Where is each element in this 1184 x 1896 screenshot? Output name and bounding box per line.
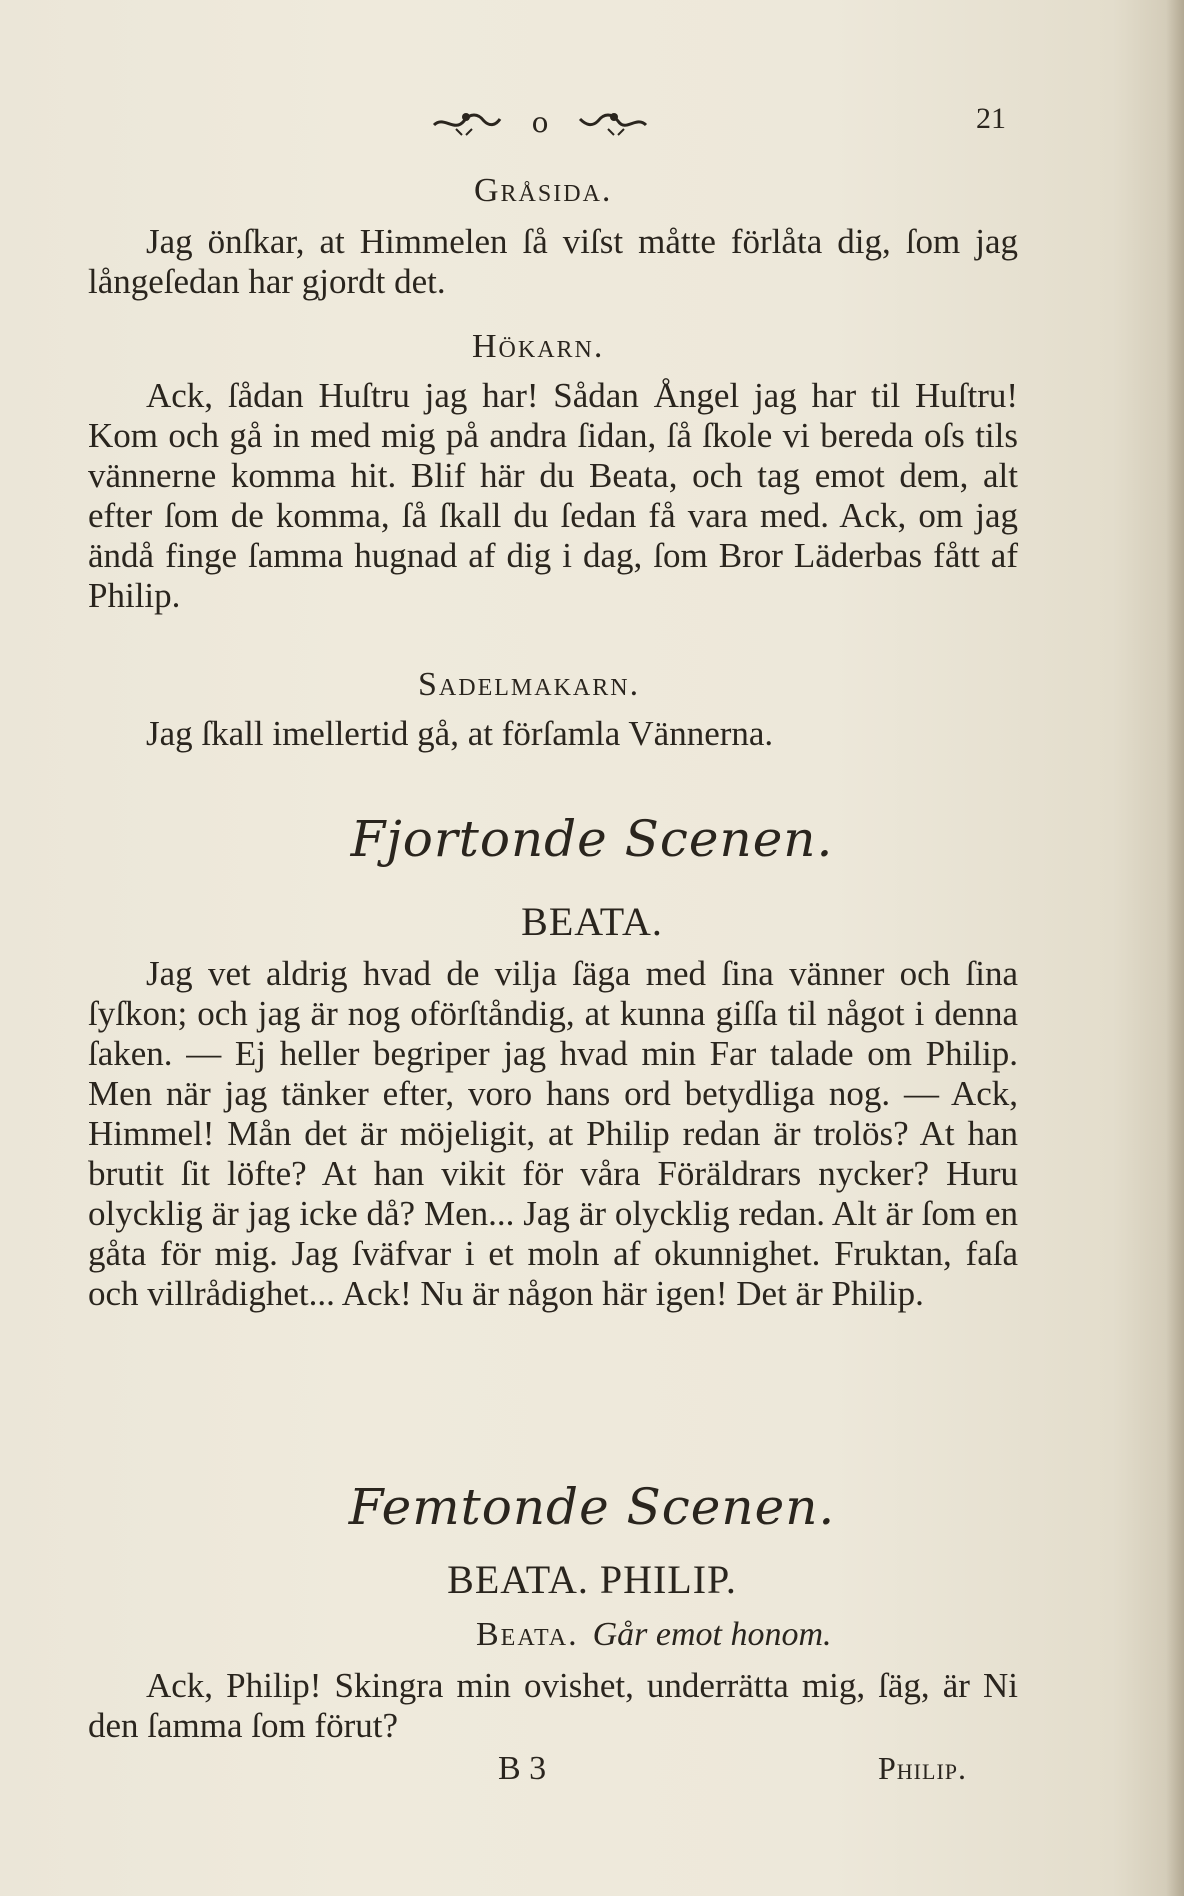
speech-beata <box>88 1666 1018 1746</box>
speech-grasida <box>88 222 1018 302</box>
speaker-hokarn: Hökarn. <box>472 328 605 365</box>
speech-hokarn <box>88 376 1018 616</box>
speaker-beata <box>476 1616 832 1654</box>
scene-fifteen-title: Femtonde Scenen. <box>348 1478 836 1536</box>
scene-fourteen-cast: BEATA. <box>521 899 663 944</box>
header-ornament <box>410 100 670 144</box>
speech-text: Ack, Philip! Skingra min ovishet, underrätta mig, ſäg, är Ni den ſamma ſom förut? <box>88 1666 1018 1745</box>
page-edge-shadow <box>1166 0 1184 1896</box>
stage-direction: Går emot honom. <box>592 1616 832 1653</box>
speaker-sadelmakarn: Sadelmakarn. <box>418 666 641 703</box>
scene-fourteen-title: Fjortonde Scenen. <box>350 810 834 868</box>
speech-text: Jag önſkar, at Himmelen ſå viſst måtte förlåta dig, ſom jag långeſedan har gjordt det. <box>88 222 1018 301</box>
page-number: 21 <box>976 102 1006 135</box>
catchword: Philip. <box>878 1750 968 1786</box>
speaker-name: Beata. <box>476 1616 579 1653</box>
speaker-grasida: Gråsida. <box>474 172 613 209</box>
scene-fifteen-cast: BEATA. PHILIP. <box>447 1557 737 1602</box>
speech-text: Jag ſkall imellertid gå, at förſamla Vännerna. <box>146 714 774 753</box>
ornament-center: o <box>531 105 549 139</box>
signature-mark: B 3 <box>498 1750 547 1787</box>
right-fleuron-icon <box>578 107 648 137</box>
speech-sadelmakarn <box>88 714 1018 754</box>
left-fleuron-icon <box>432 107 502 137</box>
speech-text: Jag vet aldrig hvad de vilja ſäga med ſina vänner och ſina ſyſkon; och jag är nog oförſtåndig, at kunna giſſa til något i denna ſaken. — Ej heller begriper jag hvad min Far talade om Philip. Men när jag tänker efter, voro hans ord betydliga nog. — Ack, Himmel! Mån det är möjeligit, at Philip redan är trolös? At han brutit ſit löfte? At han vikit för våra Föräldrars nycker? Huru olycklig är jag icke då? Men... Jag är olycklig redan. Alt är ſom en gåta för mig. Jag ſväfvar i et moln af okunnighet. Fruktan, faſa och villrådighet... Ack! Nu är någon här igen! Det är Philip. <box>88 954 1018 1313</box>
monologue-beata <box>88 954 1018 1314</box>
speech-text: Ack, ſådan Huſtru jag har! Sådan Ångel jag har til Huſtru! Kom och gå in med mig på andra ſidan, ſå ſkole vi bereda oſs tils vännerne komma hit. Blif här du Beata, och tag emot dem, alt efter ſom de komma, ſå ſkall du ſedan få vara med. Ack, om jag ändå finge ſamma hugnad af dig i dag, ſom Bror Läderbas fått af Philip. <box>88 376 1018 615</box>
